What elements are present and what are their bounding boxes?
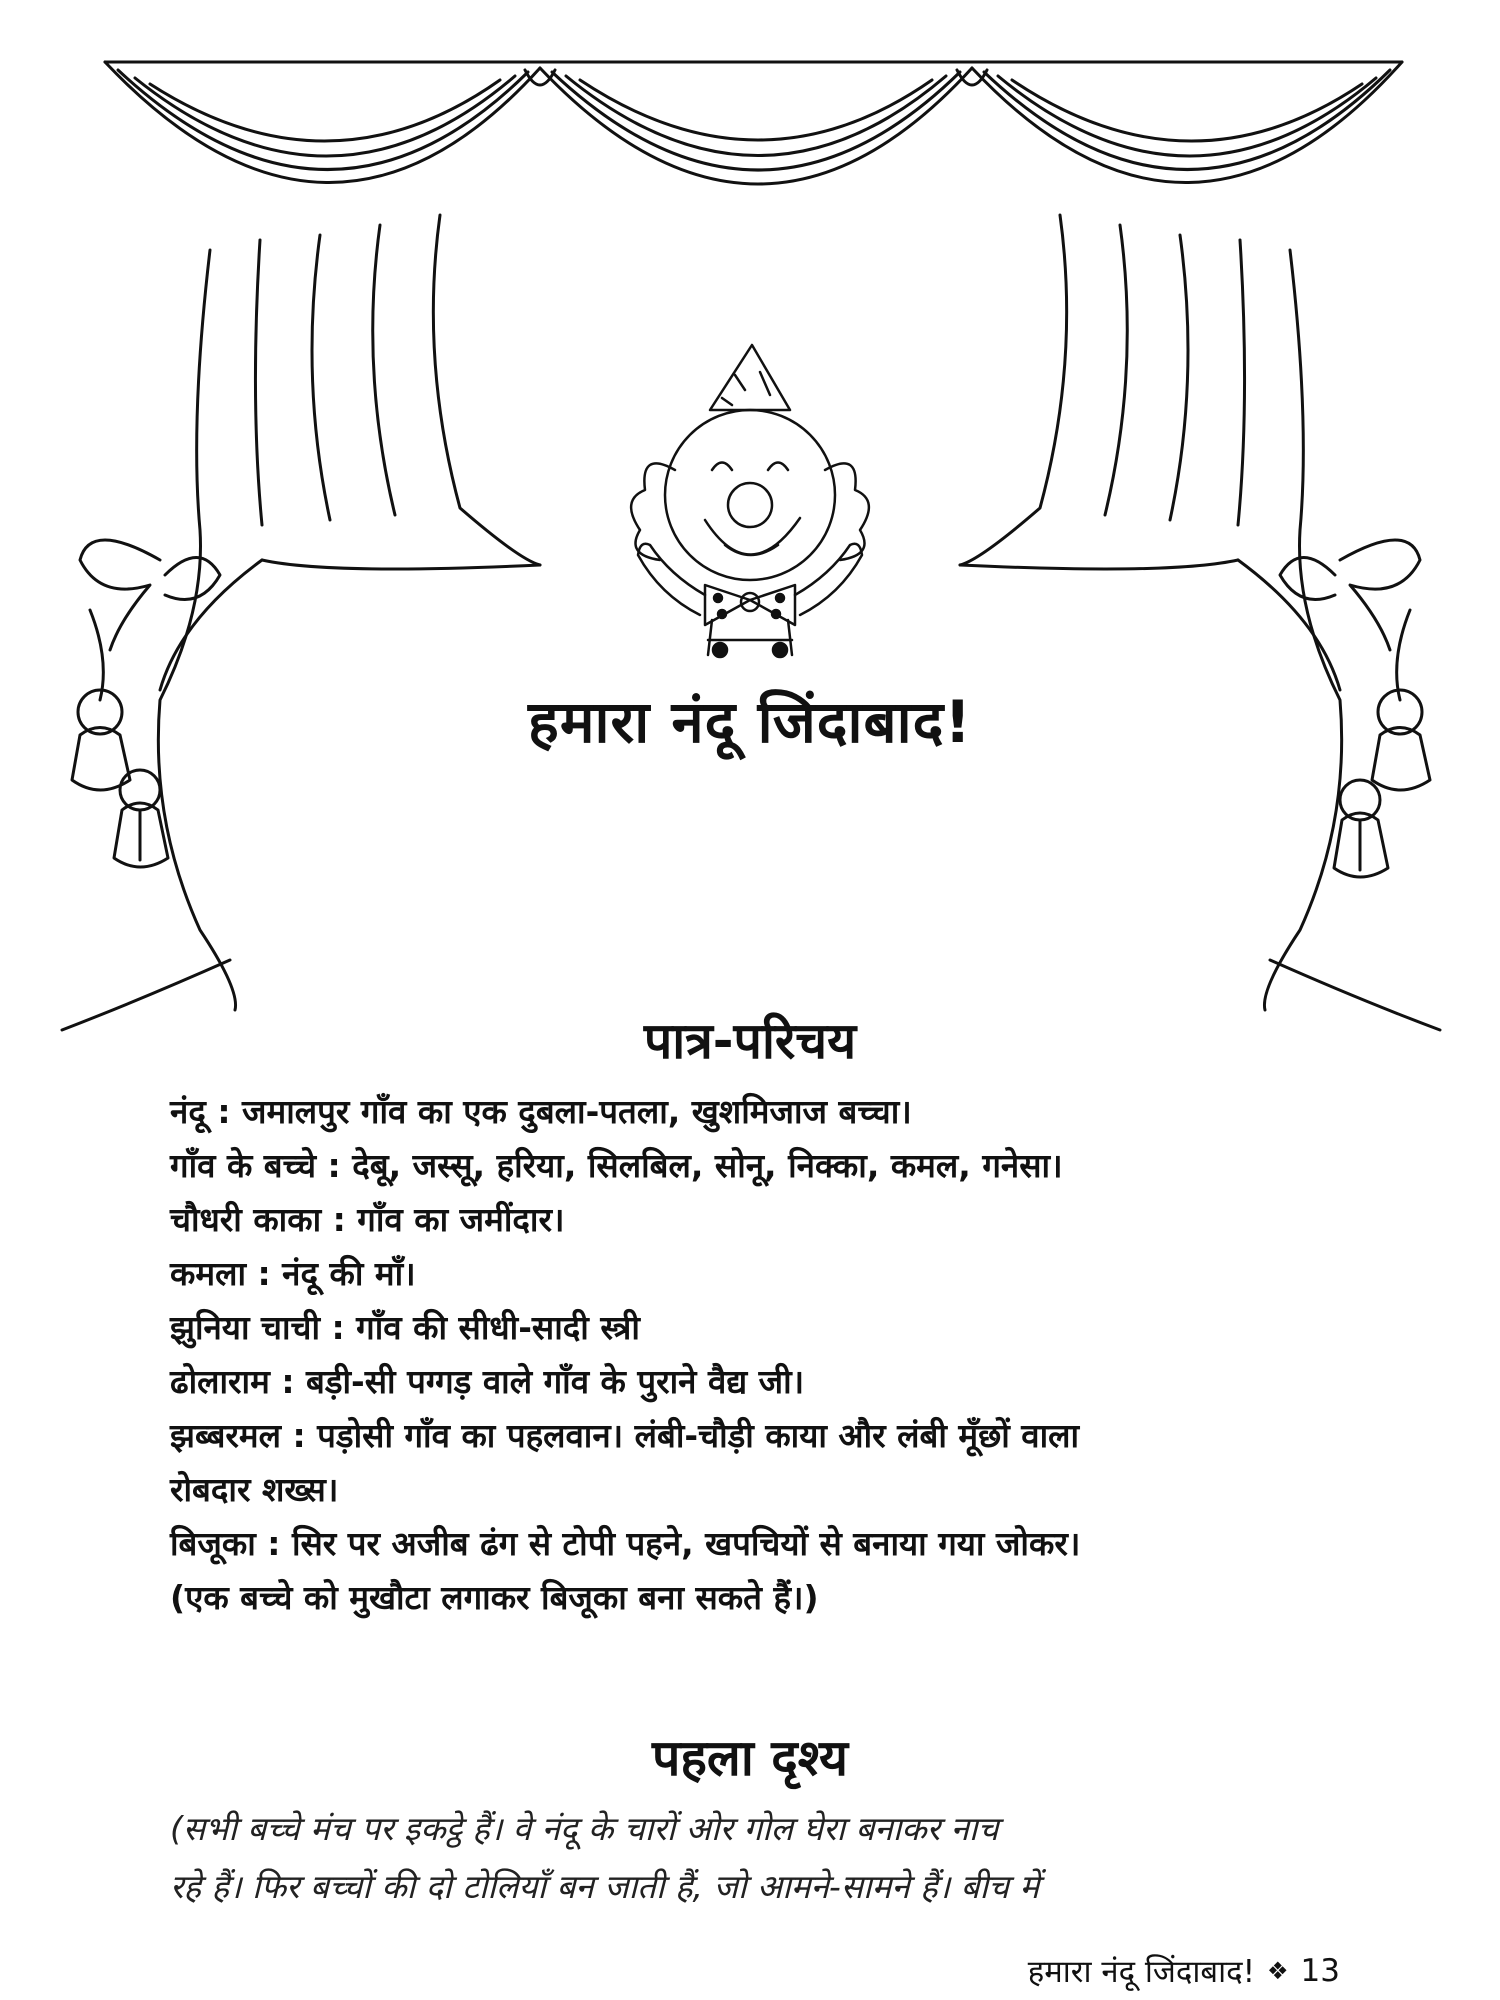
curtain-valance (105, 62, 1402, 184)
cast-line: बिजूका : सिर पर अजीब ढंग से टोपी पहने, खपचियों से बनाया गया जोकर। (170, 1524, 1081, 1563)
cast-heading: पात्र-परिचय (643, 1012, 857, 1070)
cast-item (170, 1409, 1340, 1517)
cast-item (170, 1355, 1340, 1409)
cast-line: ढोलाराम : बड़ी-सी पग्गड़ वाले गाँव के पुराने वैद्य जी। (170, 1362, 805, 1401)
cast-item (170, 1139, 1340, 1193)
cast-item (170, 1517, 1340, 1625)
cast-line: चौधरी काका : गाँव का जमींदार। (170, 1200, 565, 1239)
cast-list (170, 1085, 1340, 1625)
cast-line: रोबदार शख्स। (170, 1470, 339, 1509)
clown-illustration (631, 345, 869, 657)
cast-line: (एक बच्चे को मुखौटा लगाकर बिजूका बना सकते हैं।) (170, 1578, 819, 1617)
page-footer (1028, 1950, 1340, 1992)
cast-line: गाँव के बच्चे : देबू, जस्सू, हरिया, सिलबिल, सोनू, निक्का, कमल, गनेसा। (170, 1146, 1063, 1185)
right-curtain (960, 215, 1440, 1030)
cast-line: नंदू : जमालपुर गाँव का एक दुबला-पतला, खुशमिजाज बच्चा। (170, 1092, 912, 1131)
page-number: 13 (1300, 1953, 1340, 1989)
cast-line: झब्बरमल : पड़ोसी गाँव का पहलवान। लंबी-चौड़ी काया और लंबी मूँछों वाला (170, 1416, 1080, 1455)
cast-item (170, 1301, 1340, 1355)
scene-stage-direction (170, 1800, 1340, 1916)
cast-item (170, 1193, 1340, 1247)
scene-heading: पहला दृश्य (651, 1729, 848, 1787)
scene-line: (सभी बच्चे मंच पर इकट्ठे हैं। वे नंदू के चारों ओर गोल घेरा बनाकर नाच (170, 1809, 999, 1848)
scene-line: रहे हैं। फिर बच्चों की दो टोलियाँ बन जाती हैं, जो आमने-सामने हैं। बीच में (170, 1867, 1040, 1906)
cast-item (170, 1247, 1340, 1301)
running-title: हमारा नंदू जिंदाबाद! (1027, 1954, 1256, 1990)
cast-line: झुनिया चाची : गाँव की सीधी-सादी स्त्री (170, 1308, 640, 1347)
cast-line: कमला : नंदू की माँ। (170, 1254, 416, 1293)
diamond-separator-icon: ❖ (1267, 1957, 1289, 1985)
left-curtain (62, 215, 540, 1030)
play-title: हमारा नंदू जिंदाबाद! (528, 688, 972, 756)
cast-item (170, 1085, 1340, 1139)
